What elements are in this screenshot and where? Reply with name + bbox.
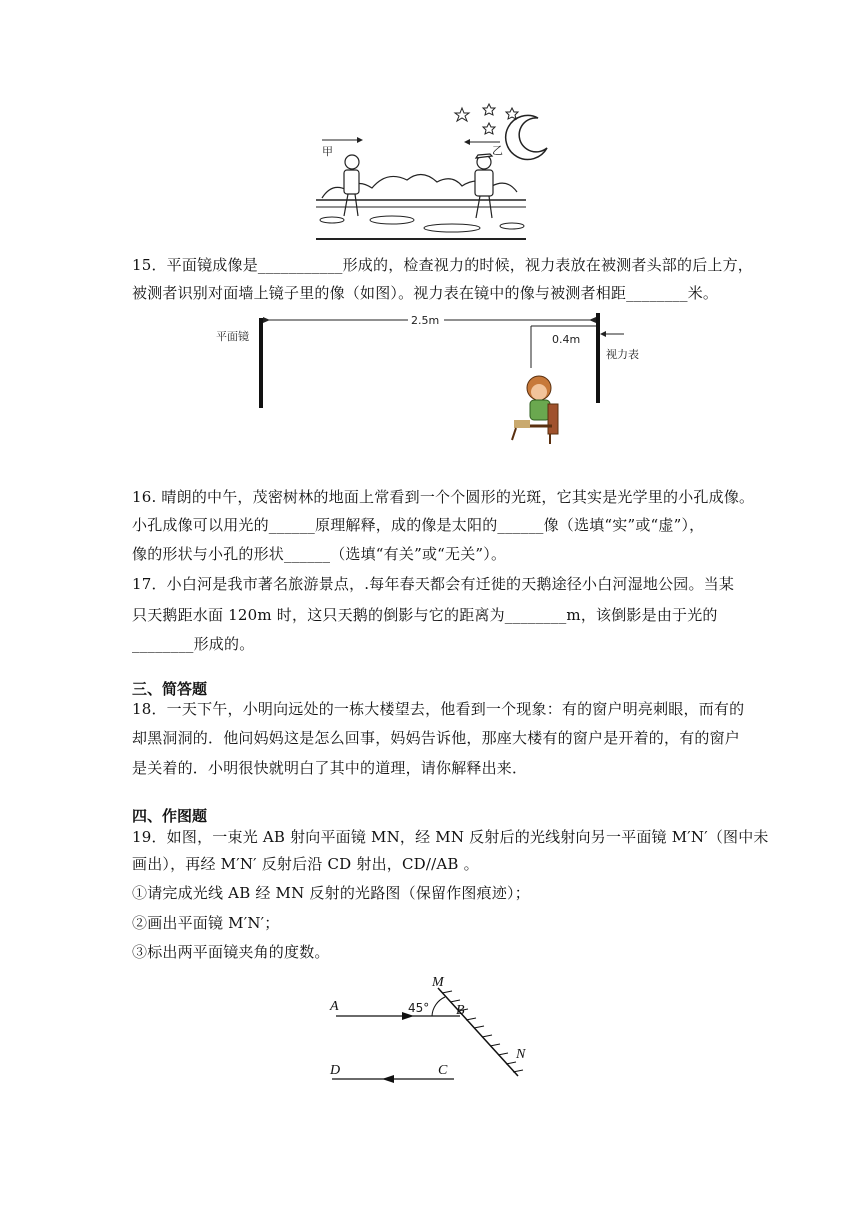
- seated-child-icon: [512, 376, 558, 444]
- q19-line-2: 画出），再经 M′N′ 反射后沿 CD 射出，CD//AB 。: [132, 855, 479, 873]
- label-yi: 乙: [492, 144, 503, 157]
- label-distance-total: 2.5m: [411, 314, 440, 327]
- q18-line-1: 18．一天下午，小明向远处的一栋大楼望去，他看到一个现象：有的窗户明亮刺眼，而有的: [132, 700, 745, 718]
- label-jia: 甲: [322, 145, 333, 158]
- label-b: B: [456, 1003, 465, 1018]
- q16-line-1: 16. 晴朗的中午，茂密树林的地面上常看到一个个圆形的光斑，它其实是光学里的小孔成像。: [132, 488, 755, 506]
- q16-line-3: 像的形状与小孔的形状______（选填“有关”或“无关”）。: [132, 545, 507, 563]
- label-angle: 45°: [408, 1001, 430, 1015]
- label-d: D: [330, 1063, 341, 1078]
- figure-vision-test: [212, 308, 642, 448]
- q17-line-3: ________形成的。: [132, 635, 255, 653]
- q19-line-1: 19．如图，一束光 AB 射向平面镜 MN，经 MN 反射后的光线射向另一平面镜 M′N′（图中未: [132, 828, 769, 846]
- label-mirror: 平面镜: [216, 330, 249, 343]
- figure-night-scene: [312, 100, 552, 245]
- q18-line-3: 是关着的．小明很快就明白了其中的道理，请你解释出来．: [132, 759, 528, 777]
- section-heading-short-answer: 三、简答题: [132, 680, 208, 698]
- label-m: M: [432, 975, 444, 990]
- figure-ray-diagram: [320, 972, 550, 1087]
- star-icon: [455, 104, 518, 134]
- label-a: A: [330, 999, 339, 1014]
- label-distance-near: 0.4m: [552, 333, 581, 346]
- label-vision-chart: 视力表: [606, 348, 639, 361]
- section-heading-drawing: 四、作图题: [132, 807, 208, 825]
- moon-icon: [506, 115, 547, 159]
- q15-line-2: 被测者识别对面墙上镜子里的像（如图）。视力表在镜中的像与被测者相距________米。: [132, 284, 719, 302]
- q17-line-1: 17．小白河是我市著名旅游景点，.每年春天都会有迁徙的天鹅途径小白河湿地公园。当某: [132, 575, 735, 593]
- q17-line-2: 只天鹅距水面 120m 时，这只天鹅的倒影与它的距离为________m，该倒影是由于光的: [132, 606, 718, 624]
- q19-line-3: ①请完成光线 AB 经 MN 反射的光路图（保留作图痕迹）；: [132, 884, 530, 902]
- q19-line-5: ③标出两平面镜夹角的度数。: [132, 943, 330, 961]
- mirror-mn: [438, 988, 518, 1076]
- q15-line-1: 15．平面镜成像是___________形成的，检查视力的时候，视力表放在被测者头部的后上方，: [132, 256, 753, 274]
- label-n: N: [516, 1047, 526, 1062]
- label-c: C: [438, 1063, 448, 1078]
- q16-line-2: 小孔成像可以用光的______原理解释，成的像是太阳的______像（选填“实”或“虚”），: [132, 516, 705, 534]
- q18-line-2: 却黑洞洞的．他问妈妈这是怎么回事，妈妈告诉他，那座大楼有的窗户是开着的，有的窗户: [132, 729, 741, 747]
- person-yi-icon: [475, 154, 493, 218]
- q19-line-4: ②画出平面镜 M′N′；: [132, 914, 280, 932]
